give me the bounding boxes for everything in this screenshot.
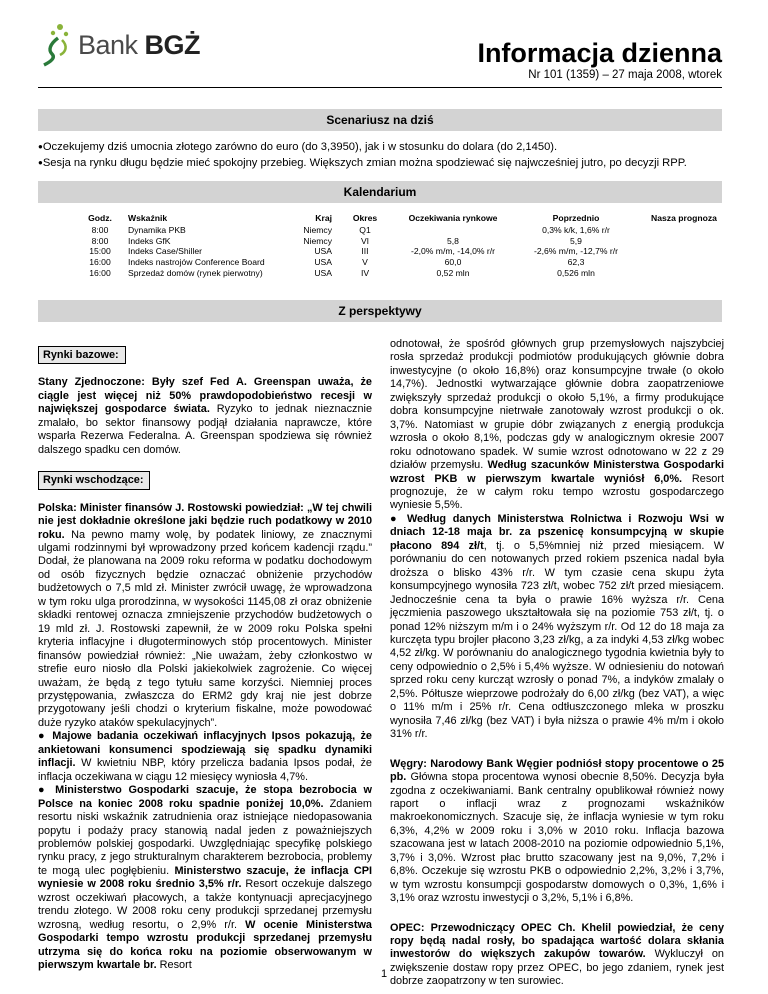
cell-country: Niemcy: [303, 235, 332, 246]
right-column: [390, 338, 724, 989]
col-header-forecast: Nasza prognoza: [651, 213, 717, 223]
cell-previous: -2,6% m/m, -12,7% r/r: [533, 246, 619, 257]
cell-indicator: Sprzedaż domów (rynek pierwotny): [128, 267, 263, 278]
cell-country: Niemcy: [303, 224, 332, 235]
hungary-body: Główna stopa procentowa wynosi obecnie 8,50%. Decyzja była zgodna z oczekiwaniami. Bank centralny opublikował również nowy raport o inflacji wraz z prognozami wskaźników makroekonomicznych. Szacuje się, że inflacja wyniesie w tym roku 6,3%, 4,2% w 2009 roku i 3,0% w 2010 roku. Inflacja bazowa szacowana jest w latach 2008-2010 na poziomie odpowiednio 5,1%, 3,7% i 3,0%. Wzrost płac brutto szacowany jest na 9,0%, 7,2% i 6,8%. Oczekuje się wzrostu PKB o odpowiednio 2,2%, 3,2% i 3,7%, w tym wzrostu konsumpcji gospodarstw domowych o 0,3%, 1,6% i 3,1% oraz wzrostu inwestycji o 3,2%, 5,1% i 6,8%.: [390, 771, 724, 905]
calendar-row: [76, 246, 728, 257]
cell-period: III: [361, 246, 369, 257]
ministry-cpi: Ministerstwo szacuje, że inflacja CPI wyniesie w 2008 roku średnio 3,5% r/r.: [38, 864, 372, 891]
base-markets-heading: Rynki bazowe:: [38, 346, 126, 364]
col-header-expectations: Oczekiwania rynkowe: [408, 213, 498, 223]
scenario-heading: Scenariusz na dziś: [38, 109, 722, 131]
calendar-row: [76, 257, 728, 268]
perspective-heading: Z perspektywy: [38, 300, 722, 322]
cell-indicator: Dynamika PKB: [128, 224, 186, 235]
cell-expectations: 60,0: [444, 257, 462, 268]
hungary-lead: Węgry: Narodowy Bank Węgier podniósł stopy procentowe o 25 pb.: [390, 757, 724, 784]
ipsos-paragraph: [38, 730, 372, 784]
ministry-body: Zdaniem resortu niski wskaźnik zatrudnienia oraz istniejące niedopasowania popytu i podaży pracy stanowią nadal jeden z poważniejszych problemów polskiej gospodarki. Uwzględniając specyfikę polskiego rynku pracy, z jego strukturalnym charakterem bezrobocia, problemy te mogą ulec pogłębieniu.: [38, 797, 372, 877]
ministry-production: W ocenie Ministerstwa Gospodarki tempo wzrostu produkcji sprzedanej przemysłu utrzyma się do końca roku na poziomie obserwowanym w pierwszym kwartale br.: [38, 918, 372, 972]
ipsos-body: W kwietniu NBP, który przelicza badania Ipsos podał, że inflacja oczekiwana w ciągu 12 miesięcy wyniosła 4,7%.: [38, 757, 372, 783]
page-title: Informacja dzienna: [477, 38, 722, 68]
calendar-row: [76, 268, 728, 279]
bgz-logo-mark-icon: [38, 22, 72, 68]
cell-expectations: [394, 225, 512, 236]
calendar-heading: Kalendarium: [38, 181, 722, 203]
opec-lead: OPEC: Przewodniczący OPEC Ch. Khelil powiedział, że ceny ropy będą nadal rosły, bo spadająca wartość dolara skłania inwestorów do większych zakupów towarów.: [390, 921, 724, 961]
col-header-period: Okres: [352, 213, 378, 223]
cell-time: 15:00: [89, 246, 111, 257]
cell-forecast: [640, 257, 728, 268]
calendar-header-row: [76, 213, 728, 225]
cell-country: USA: [314, 257, 332, 268]
cell-time: 16:00: [89, 267, 111, 278]
calendar-row: [76, 225, 728, 236]
cell-expectations: 0,52 mln: [436, 267, 470, 278]
bank-logo-text: Bank BGŻ: [78, 29, 201, 60]
col-header-time: Godz.: [88, 213, 112, 223]
cell-country: USA: [314, 246, 332, 257]
cell-time: 8:00: [91, 235, 109, 246]
header-divider: [38, 87, 722, 88]
poland-tax-body: Na pewno mamy wolę, by podatek liniowy, ze znacznymi ulgami rodzinnymi był wprowadzony przed końcem kadencji rządu.” Dodał, że planowana na 2009 roku reforma w podatku dochodowym od osób fizycznych będzie oznaczać obniżenie przychodów budżetowych o 7,5 mld zł. Minister zwrócił uwagę, że wprowadzona w tym roku ulga prorodzinna, w wysokości 1145,08 zł oraz obniżenie składki rentowej oznacza zmniejszenie przychodów budżetowych o 19 mld zł. J. Rostowski zapewnił, że w 2009 roku Polska spełni kryteria inflacyjne i długoterminowych stóp procentowych. Minister finansów powiedział również: „Nie uważam, żeby członkostwo w strefie euro niosło dla Polski jakiekolwiek zagrożenie. Co więcej uważam, że będą z tego tytułu same korzyści. Niemniej proces przystępowania, zwłaszcza do ERM2 gdy kraj nie jest dobrze przygotowany jeśli chodzi o kryterium fiskalne, może powodować duże ryzyko ataków spekulacyjnych”.: [38, 528, 372, 729]
industry-body: odnotował, że spośród głównych grup przemysłowych najszybciej rosła sprzedaż produkcji podmiotów produkujących głównie dobra inwestycyjne (o około 16,8%) oraz konsumpcyjne trwałe (o około 14,7%). Jednostki wytwarzające głównie dobra zaopatrzeniowe zwiększyły sprzedaż produkcji o około 5,1%, a firmy produkujące dobra konsumpcyjne nietrwałe zanotowały wzrost produkcji o ok. 3,7%. Natomiast w grupie dóbr związanych z energią produkcja wzrosła o około 8,1%, podczas gdy w analogicznym okresie 2007 roku odnotowano spadek. W sumie wzrost odnotowano w 22 z 29 działów przemysłu.: [390, 338, 724, 472]
col-header-country: Kraj: [315, 213, 332, 223]
ipsos-lead: Majowe badania oczekiwań inflacyjnych Ipsos pokazują, że ankietowani konsumenci spodziewają się spadku dynamiki inflacji.: [38, 730, 372, 770]
opec-body: Wykluczył on zwiększenie dostaw ropy przez OPEC, bo jego zdaniem, rynek jest dobrze zaopatrzony w ten surowiec.: [390, 948, 724, 988]
gdp-lead: Według szacunków Ministerstwa Gospodarki wzrost PKB w pierwszym kwartale wyniósł 6,0%.: [390, 459, 724, 485]
poland-tax-lead: Polska: Minister finansów J. Rostowski powiedział: „W tej chwili nie jest dokładnie określone jaki będzie ruch podatkowy w 2010 roku.: [38, 501, 372, 541]
agriculture-lead: Według danych Ministerstwa Rolnictwa i Rozwoju Wsi w dniach 12-18 maja br. za pszenicę konsumpcyjną w skupie płacono 894 zł/t: [390, 512, 725, 552]
left-column: [38, 338, 372, 972]
cell-previous: 0,526 mln: [557, 267, 595, 278]
cell-time: 8:00: [91, 224, 109, 235]
agriculture-paragraph: [390, 513, 724, 742]
industry-paragraph: [390, 338, 724, 513]
cell-period: V: [362, 257, 368, 268]
emerging-markets-heading: Rynki wschodzące:: [38, 471, 150, 489]
cell-period: Q1: [359, 224, 371, 235]
cell-expectations: 5,8: [447, 235, 459, 246]
col-header-indicator: Wskaźnik: [128, 213, 168, 223]
base-markets-lead: Stany Zjednoczone: Były szef Fed A. Greenspan uważa, że ciągle jest więcej niż 50% prawdopodobieństwo recesji w największej gospodarce świata.: [38, 376, 372, 416]
base-markets-paragraph: [38, 376, 372, 457]
cell-indicator: Indeks GfK: [128, 235, 171, 246]
cell-expectations: -2,0% m/m, -14,0% r/r: [410, 246, 496, 257]
cell-indicator: Indeks nastrojów Conference Board: [128, 257, 265, 268]
calendar-table: [76, 213, 728, 279]
bank-logo: [38, 22, 200, 68]
bullet-icon: ●: [38, 784, 56, 797]
cell-indicator: Indeks Case/Shiller: [128, 246, 203, 257]
calendar-row: [76, 236, 728, 247]
cell-forecast: [640, 225, 728, 236]
ministry-paragraph: [38, 784, 372, 972]
hungary-paragraph: [390, 758, 724, 906]
cell-country: USA: [314, 267, 332, 278]
base-markets-body: Ryzyko to jednak nieznacznie zmalało, bo sektor finansowy podjął działania naprawcze, które wsparła Rezerwa Federalna. A. Greenspan spodziewa się również dalszego spadku cen domów.: [38, 403, 373, 456]
ministry-body-2: Resort oczekuje dalszego wzrost oczekiwań płacowych, a także kontynuacji aprecjacyjnego trendu złotego. W 2008 roku ceny produkcji sprzedanej przemysłu wzrosną, według resortu, o 2,9% r/r.: [38, 878, 372, 931]
gdp-body: Resort prognozuje, że w całym roku tempo wzrostu gospodarczego wyniesie 5,5%.: [390, 472, 724, 512]
cell-forecast: [640, 268, 728, 279]
cell-time: 16:00: [89, 257, 111, 268]
scenario-bullet: ● Oczekujemy dziś umocnia złotego zarówno do euro (do 3,3950), jak i w stosunku do dolara (do 2,1450).: [38, 139, 722, 155]
cell-period: IV: [360, 267, 370, 278]
issue-info: Nr 101 (1359) – 27 maja 2008, wtorek: [528, 69, 722, 81]
cell-previous: 5,9: [570, 235, 582, 246]
bullet-icon: ●: [38, 730, 53, 743]
scenario-bullet: ● Sesja na rynku długu będzie mieć spokojny przebieg. Większych zmian można spodziewać się najwcześniej jutro, po decyzji RPP.: [38, 155, 722, 171]
ministry-body-3: Resort: [156, 959, 192, 972]
cell-forecast: [640, 246, 728, 257]
agriculture-body: , tj. o 5,5%mniej niż przed miesiącem. W porównaniu do cen notowanych przed rokiem pszenica nadal była droższa o blisko 43% r/r. W tym czasie cena skupu żyta konsumpcyjnego wynosiła 723 zł/t, wobec 752 zł/t przed miesiącem. Jednocześnie cena ta była o prawie 16% wyższa r/r. Cena jęczmienia paszowego ukształtowała się na poziomie 753 zł/t, tj. o ponad 12% niższym m/m i o 24% wyższym r/r. Od 12 do 18 maja za kurczęta typu brojler płacono 3,23 zł/kg, a za indyki 4,53 zł/kg wobec 4,52 zł/kg. W porównaniu do analogicznego tygodnia kwietnia były to ceny odpowiednio o 2,5% i 5,4% wyższe. W odniesieniu do notowań sprzed roku ceny kurcząt wzrosły o ponad 7%, a indyków zmalały o 2,5%. Półtusze wieprzowe podrożały do 6,00 zł/kg (bez VAT), a więc o 11% m/m i 25% r/r. Cena odtłuszczonego mleka w proszku wynosiła 7,46 zł/kg (bez VAT) i była niższa o prawie 4% m/m i około 31% r/r.: [390, 539, 724, 741]
poland-tax-paragraph: [38, 502, 372, 731]
cell-previous: 62,3: [567, 257, 585, 268]
ministry-lead: Ministerstwo Gospodarki szacuje, że stopa bezrobocia w Polsce na koniec 2008 roku spadnie poniżej 10,0%.: [38, 784, 372, 810]
page-number: 1: [380, 968, 388, 980]
cell-previous: 0,3% k/k, 1,6% r/r: [542, 224, 610, 235]
cell-period: VI: [360, 235, 370, 246]
scenario-list: [38, 139, 722, 171]
col-header-previous: Poprzednio: [552, 213, 600, 223]
cell-forecast: [640, 236, 728, 247]
bullet-icon: ●: [390, 512, 407, 525]
